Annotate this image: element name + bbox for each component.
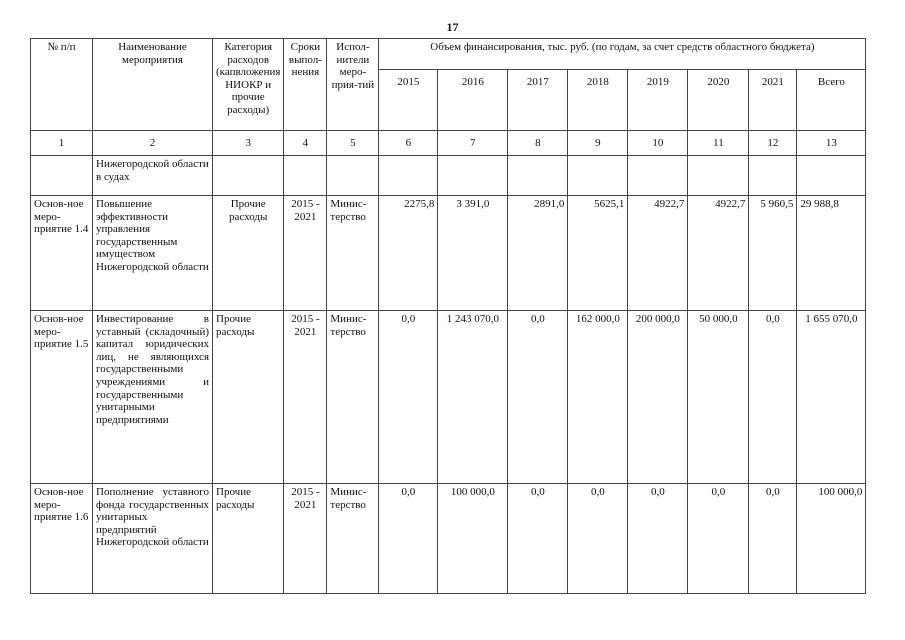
header-year: 2019 bbox=[628, 70, 688, 131]
cell-terms bbox=[284, 156, 327, 196]
column-number: 8 bbox=[508, 131, 568, 156]
column-number: 6 bbox=[379, 131, 438, 156]
cell-value: 5 960,5 bbox=[749, 196, 797, 311]
header-year: 2018 bbox=[568, 70, 628, 131]
cell-name: Инвестирование в уставный (складочный) капитал юридических лиц, не являющихся государственными учреждениями и государственными унитарными предприятиями bbox=[93, 311, 213, 484]
cell-category: Прочие расходы bbox=[213, 484, 284, 594]
cell-value bbox=[688, 156, 749, 196]
funding-table bbox=[30, 38, 866, 594]
cell-value: 2275,8 bbox=[379, 196, 438, 311]
header-year: 2017 bbox=[508, 70, 568, 131]
header-category: Категория расходов (капвложения НИОКР и прочие расходы) bbox=[213, 39, 284, 131]
cell-value: 4922,7 bbox=[628, 196, 688, 311]
header-row bbox=[31, 39, 866, 70]
cell-num: Основ-ное меро-приятие 1.4 bbox=[31, 196, 93, 311]
cell-value bbox=[628, 156, 688, 196]
cell-value bbox=[508, 156, 568, 196]
cell-name: Пополнение уставного фонда государственных унитарных предприятий Нижегородской области bbox=[93, 484, 213, 594]
cell-name: Нижегородской области в судах bbox=[93, 156, 213, 196]
column-number: 1 bbox=[31, 131, 93, 156]
column-number: 7 bbox=[438, 131, 508, 156]
column-numbers-row bbox=[31, 131, 866, 156]
cell-value: 200 000,0 bbox=[628, 311, 688, 484]
cell-terms: 2015 - 2021 bbox=[284, 311, 327, 484]
cell-value bbox=[568, 156, 628, 196]
cell-value: 0,0 bbox=[508, 311, 568, 484]
column-number: 12 bbox=[749, 131, 797, 156]
cell-value: 0,0 bbox=[688, 484, 749, 594]
cell-executor: Минис-терство bbox=[327, 311, 379, 484]
cell-num: Основ-ное меро-приятие 1.5 bbox=[31, 311, 93, 484]
cell-value-total: 29 988,8 bbox=[797, 196, 866, 311]
cell-value-total: 1 655 070,0 bbox=[797, 311, 866, 484]
column-number: 5 bbox=[327, 131, 379, 156]
column-number: 4 bbox=[284, 131, 327, 156]
column-number: 2 bbox=[93, 131, 213, 156]
cell-value-total: 100 000,0 bbox=[797, 484, 866, 594]
cell-value: 100 000,0 bbox=[438, 484, 508, 594]
header-name: Наименование мероприятия bbox=[93, 39, 213, 131]
cell-value: 1 243 070,0 bbox=[438, 311, 508, 484]
cell-value: 162 000,0 bbox=[568, 311, 628, 484]
table-row bbox=[31, 311, 866, 484]
cell-value: 50 000,0 bbox=[688, 311, 749, 484]
cell-value: 0,0 bbox=[379, 311, 438, 484]
column-number: 10 bbox=[628, 131, 688, 156]
cell-terms: 2015 - 2021 bbox=[284, 484, 327, 594]
cell-value: 0,0 bbox=[379, 484, 438, 594]
cell-value: 0,0 bbox=[508, 484, 568, 594]
cell-terms: 2015 - 2021 bbox=[284, 196, 327, 311]
cell-value: 5625,1 bbox=[568, 196, 628, 311]
header-funding: Объем финансирования, тыс. руб. (по годам, за счет средств областного бюджета) bbox=[379, 39, 866, 70]
cell-value: 4922,7 bbox=[688, 196, 749, 311]
page-number: 17 bbox=[446, 20, 459, 34]
column-number: 3 bbox=[213, 131, 284, 156]
cell-value: 0,0 bbox=[628, 484, 688, 594]
table-row bbox=[31, 484, 866, 594]
cell-category bbox=[213, 156, 284, 196]
cell-value bbox=[797, 156, 866, 196]
cell-value: 2891,0 bbox=[508, 196, 568, 311]
table-row bbox=[31, 196, 866, 311]
cell-executor bbox=[327, 156, 379, 196]
header-terms: Сроки выпол-нения bbox=[284, 39, 327, 131]
cell-value: 0,0 bbox=[749, 484, 797, 594]
cell-value bbox=[379, 156, 438, 196]
column-number: 9 bbox=[568, 131, 628, 156]
cell-name: Повышение эффективности управления государственным имуществом Нижегородской области bbox=[93, 196, 213, 311]
header-executors: Испол-нители меро-прия-тий bbox=[327, 39, 379, 131]
cell-value bbox=[438, 156, 508, 196]
cell-category: Прочие расходы bbox=[213, 196, 284, 311]
cell-num: Основ-ное меро-приятие 1.6 bbox=[31, 484, 93, 594]
cell-category: Прочие расходы bbox=[213, 311, 284, 484]
header-year: 2021 bbox=[749, 70, 797, 131]
cell-value: 3 391,0 bbox=[438, 196, 508, 311]
cell-value: 0,0 bbox=[749, 311, 797, 484]
cell-value bbox=[749, 156, 797, 196]
header-year: 2020 bbox=[688, 70, 749, 131]
header-year-total: Всего bbox=[797, 70, 866, 131]
column-number: 11 bbox=[688, 131, 749, 156]
cell-executor: Минис-терство bbox=[327, 484, 379, 594]
cell-num bbox=[31, 156, 93, 196]
table-row bbox=[31, 156, 866, 196]
cell-value: 0,0 bbox=[568, 484, 628, 594]
header-year: 2016 bbox=[438, 70, 508, 131]
header-num: № п/п bbox=[31, 39, 93, 131]
header-year: 2015 bbox=[379, 70, 438, 131]
cell-executor: Минис-терство bbox=[327, 196, 379, 311]
column-number: 13 bbox=[797, 131, 866, 156]
